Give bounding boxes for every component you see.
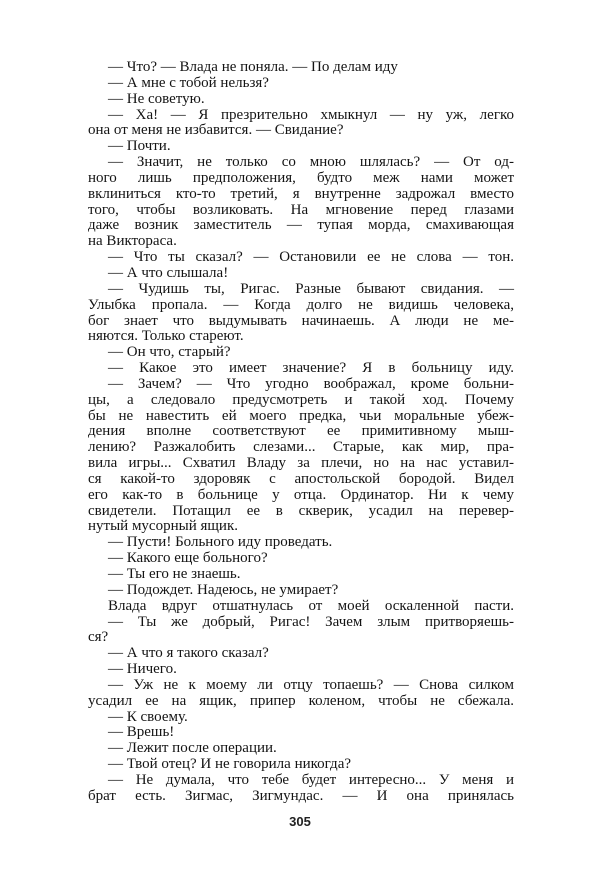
text-line: — Твой отец? И не говорила никогда? xyxy=(108,756,352,773)
text-line: — Какое это имеет значение? Я в больницу иду. xyxy=(108,360,514,377)
text-line: Улыбка пропала. — Когда долго не видишь человека, xyxy=(88,296,514,313)
text-line: бог знает что выдумывать начинаешь. А люди не ме- xyxy=(88,312,514,329)
text-line: вклиниться кто-то третий, я внутренне задрожал вместо xyxy=(88,185,514,202)
text-line: — Значит, не только со мною шлялась? — От од- xyxy=(108,154,514,171)
text-line: Влада вдруг отшатнулась от моей оскаленной пасти. xyxy=(108,597,514,614)
text-line: — К своему. xyxy=(108,708,188,725)
text-line: — Ничего. xyxy=(108,661,177,678)
text-line: — Чудишь ты, Ригас. Разные бывают свидания. — xyxy=(108,280,514,297)
text-line: его как-то в больнице у отца. Ординатор. Ни к чему xyxy=(88,486,514,503)
text-line: того, чтобы возликовать. На мгновение перед глазами xyxy=(88,201,514,218)
text-line: — Не советую. xyxy=(108,90,205,107)
text-line: цы, а следовало предусмотреть и такой ход. Почему xyxy=(88,391,514,408)
text-line: — Зачем? — Что угодно воображал, кроме больни- xyxy=(108,375,514,392)
text-line: — Ты же добрый, Ригас! Зачем злым притворяешь- xyxy=(108,613,514,630)
text-line: ного лишь предположения, будто меж нами может xyxy=(88,169,514,186)
text-line: брат есть. Зигмас, Зигмундас. — И она принялась xyxy=(88,787,514,804)
text-line: нутый мусорный ящик. xyxy=(88,518,238,535)
text-line: она от меня не избавится. — Свидание? xyxy=(88,122,344,139)
text-line: — Что ты сказал? — Остановили ее не слова — тон. xyxy=(108,249,514,266)
text-line: — Уж не к моему ли отцу топаешь? — Снова силком xyxy=(108,676,514,693)
text-line: на Виктораса. xyxy=(88,233,177,250)
text-line: — Подождет. Надеюсь, не умирает? xyxy=(108,581,339,598)
page-body-text xyxy=(88,60,514,805)
text-line: — А мне с тобой нельзя? xyxy=(108,74,269,91)
text-line: даже возник заместитель — тупая морда, смахивающая xyxy=(88,217,514,234)
text-line: — А что я такого сказал? xyxy=(108,645,269,662)
text-line: дения вполне соответствуют ее примитивному мыш- xyxy=(88,423,514,440)
text-line: — Какого еще больного? xyxy=(108,550,268,567)
text-line: — Врешь! xyxy=(108,724,175,741)
text-line: — Он что, старый? xyxy=(108,344,231,361)
page-number: 305 xyxy=(289,814,311,829)
text-line: лению? Разжалобить слезами... Старые, как мир, пра- xyxy=(88,439,514,456)
text-line: — Лежит после операции. xyxy=(108,740,277,757)
text-line: ся? xyxy=(88,629,109,646)
text-line: — Ты его не знаешь. xyxy=(108,566,241,582)
text-line: бы не навестить ей моего предка, чьи моральные убеж- xyxy=(88,407,514,424)
text-line: — Почти. xyxy=(108,138,171,155)
text-line: няются. Только стареют. xyxy=(88,328,244,345)
text-line: — Не думала, что тебе будет интересно... У меня и xyxy=(108,771,514,788)
text-line: вила игры... Схватил Владу за плечи, но на нас уставил- xyxy=(88,455,514,472)
text-line: — Ха! — Я презрительно хмыкнул — ну уж, легко xyxy=(108,106,514,123)
text-line: — А что слышала! xyxy=(108,264,229,281)
text-line: — Пусти! Больного иду проведать. xyxy=(108,534,333,551)
text-line: ся какой-то здоровяк с апостольской бородой. Видел xyxy=(88,470,514,487)
text-line: усадил ее на ящик, припер коленом, чтобы не сбежала. xyxy=(88,692,514,709)
text-line: — Что? — Влада не поняла. — По делам иду xyxy=(108,59,398,75)
text-line: свидетели. Потащил ее в скверик, усадил на перевер- xyxy=(88,502,514,519)
